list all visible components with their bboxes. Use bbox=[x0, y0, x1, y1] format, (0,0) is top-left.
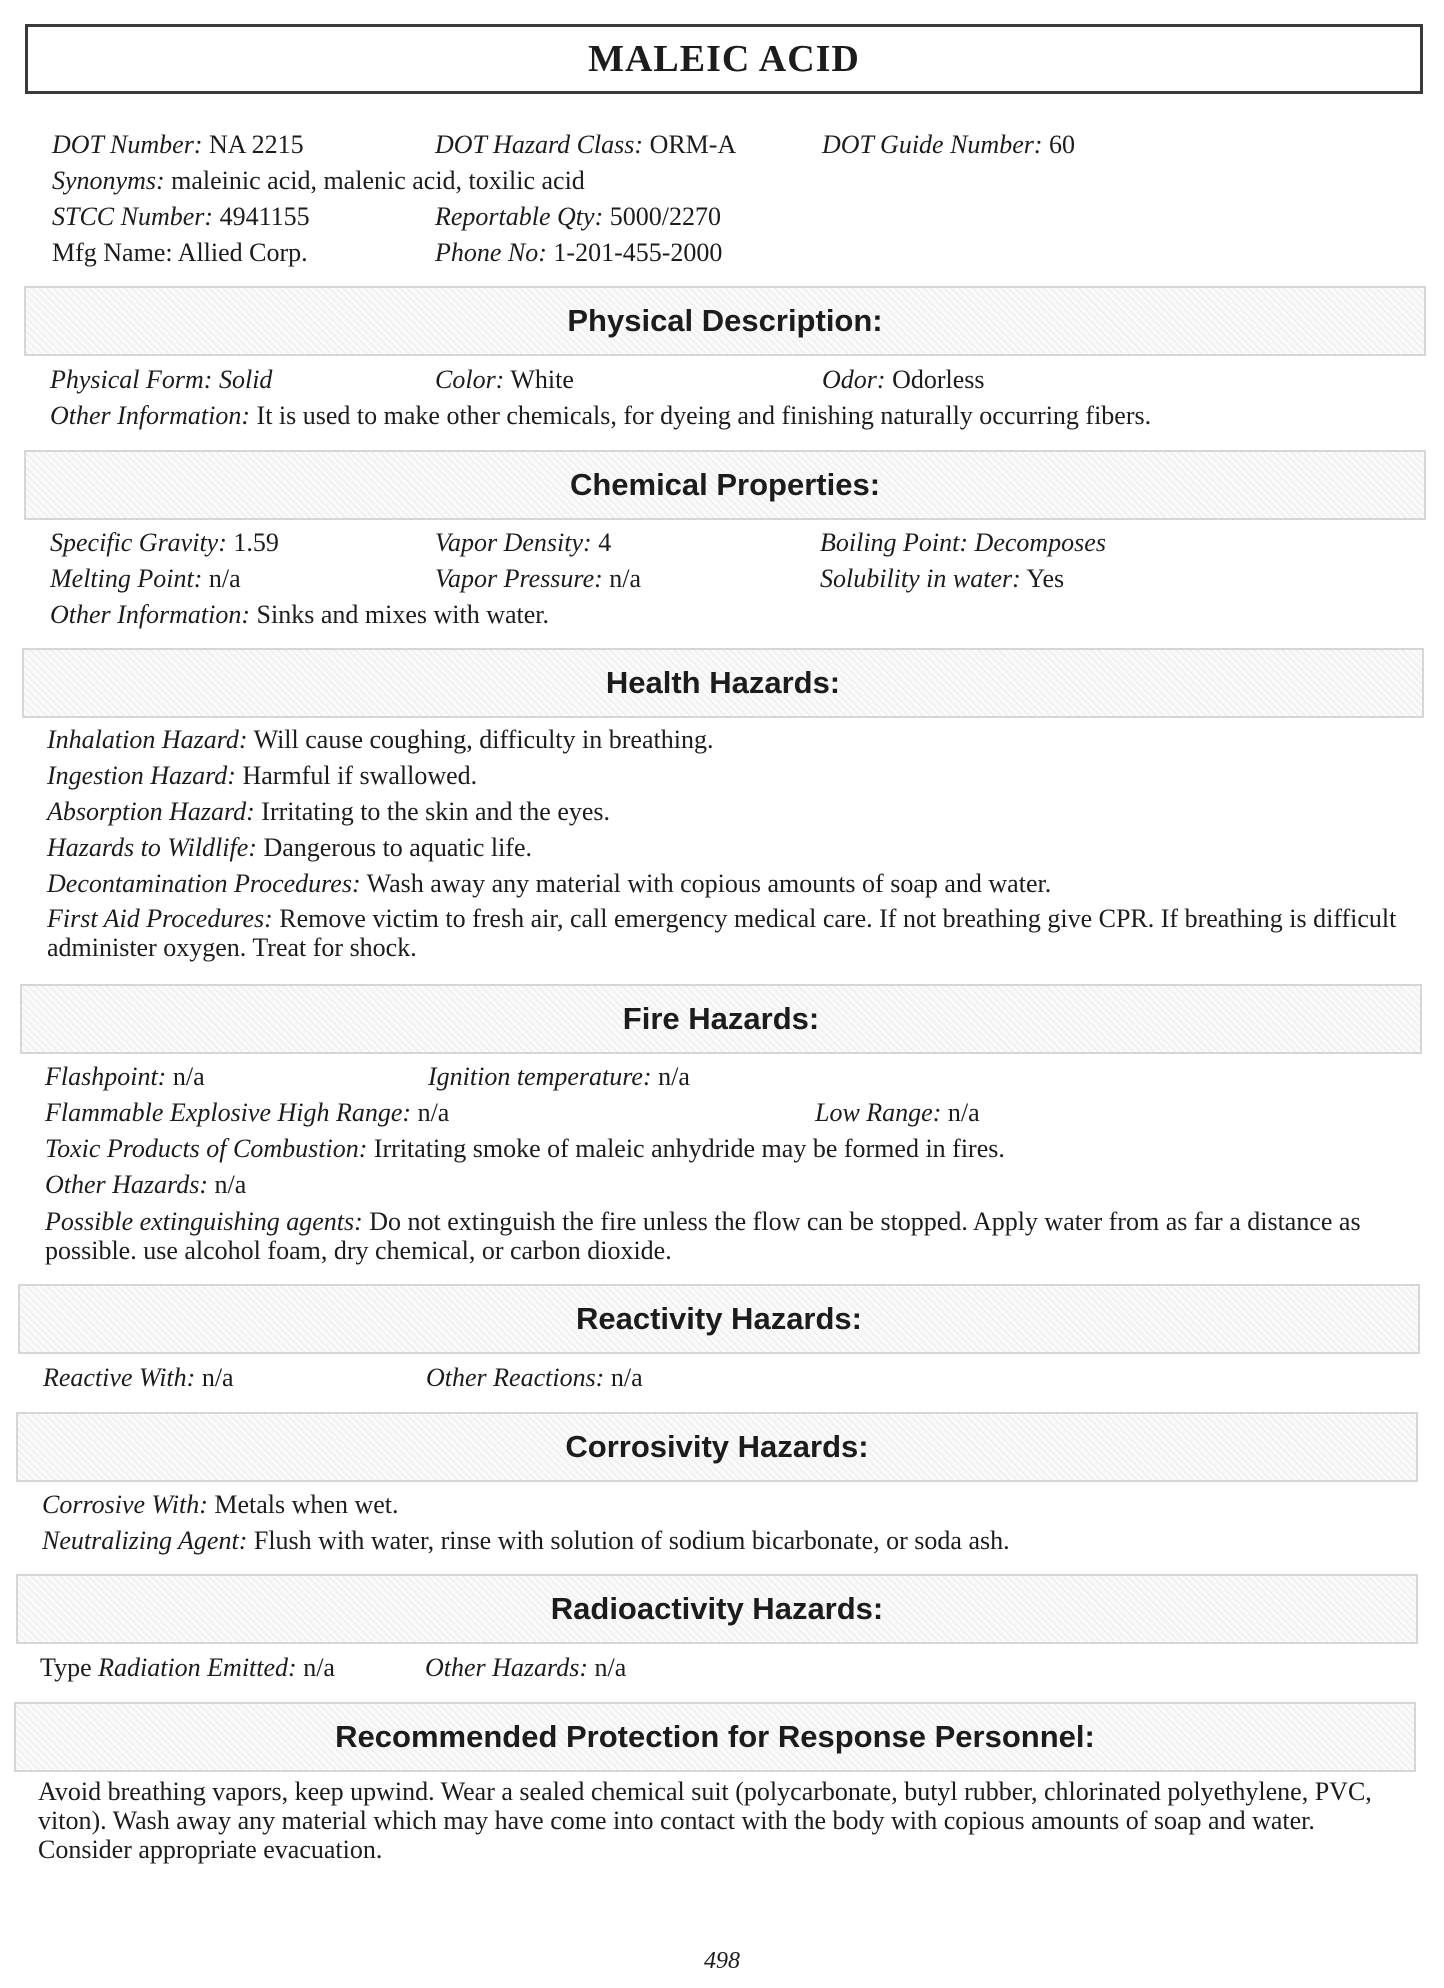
fire-row-2 bbox=[0, 1095, 1444, 1131]
reactivity-section bbox=[0, 1360, 1444, 1396]
protection-paragraph: Avoid breathing vapors, keep upwind. Wear a sealed chemical suit (polycarbonate, butyl rubber, chlorinated polyethylene, PVC, viton). Wash away any material which may have come into contact with the body with copious amounts of soap and water. Consider appropriate evacuation. bbox=[38, 1777, 1372, 1864]
absorption-row: Absorption Hazard: Irritating to the skin and the eyes. bbox=[47, 797, 611, 826]
physical-other-field: Other Information: It is used to make other chemicals, for dyeing and finishing naturally occurring fibers. bbox=[50, 401, 1152, 430]
hazard-class-field: DOT Hazard Class: ORM-A bbox=[435, 130, 737, 159]
chemical-row-2 bbox=[0, 561, 1444, 597]
fire-row-4 bbox=[0, 1167, 1444, 1203]
corrosivity-section bbox=[0, 1487, 1444, 1559]
radioactivity-row bbox=[0, 1650, 1444, 1686]
ignition-field: Ignition temperature: n/a bbox=[428, 1062, 690, 1091]
vapor-pressure-field: Vapor Pressure: n/a bbox=[435, 564, 642, 593]
physical-section bbox=[0, 362, 1444, 434]
odor-field: Odor: Odorless bbox=[822, 365, 985, 394]
first-aid-paragraph: First Aid Procedures: Remove victim to fresh air, call emergency medical care. If not breathing give CPR. If breathing is difficult administer oxygen. Treat for shock. bbox=[47, 904, 1397, 962]
corrosive-field: Corrosive With: Metals when wet. bbox=[42, 1490, 399, 1519]
stcc-field: STCC Number: 4941155 bbox=[52, 202, 310, 231]
flashpoint-field: Flashpoint: n/a bbox=[45, 1062, 205, 1091]
solubility-field: Solubility in water: Yes bbox=[820, 564, 1065, 593]
reactive-field: Reactive With: n/a bbox=[43, 1363, 234, 1392]
health-heading: Health Hazards: bbox=[22, 648, 1424, 718]
chemical-section bbox=[0, 525, 1444, 633]
low-range-field: Low Range: n/a bbox=[815, 1098, 980, 1127]
fire-section bbox=[0, 1059, 1444, 1203]
header-row-1 bbox=[0, 127, 1444, 163]
corrosive-row bbox=[0, 1487, 1444, 1523]
radiation-other-field: Other Hazards: n/a bbox=[425, 1653, 627, 1682]
neutralizing-field: Neutralizing Agent: Flush with water, rinse with solution of sodium bicarbonate, or soda ash. bbox=[42, 1526, 1010, 1555]
other-reactions-field: Other Reactions: n/a bbox=[426, 1363, 643, 1392]
synonyms-field: Synonyms: maleinic acid, malenic acid, toxilic acid bbox=[52, 166, 585, 195]
vapor-density-field: Vapor Density: 4 bbox=[435, 528, 612, 557]
fire-other-field: Other Hazards: n/a bbox=[45, 1170, 247, 1199]
physical-row-2 bbox=[0, 398, 1444, 434]
health-section bbox=[0, 722, 1444, 902]
title-box bbox=[25, 24, 1423, 94]
fire-row-3 bbox=[0, 1131, 1444, 1167]
protection-heading: Recommended Protection for Response Personnel: bbox=[14, 1702, 1416, 1772]
wildlife-row: Hazards to Wildlife: Dangerous to aquatic life. bbox=[47, 833, 533, 862]
phone-field: Phone No: 1-201-455-2000 bbox=[435, 238, 723, 267]
corrosivity-heading: Corrosivity Hazards: bbox=[16, 1412, 1418, 1482]
radiation-type-field: Type Radiation Emitted: n/a bbox=[40, 1653, 335, 1682]
fire-row-1 bbox=[0, 1059, 1444, 1095]
header-row-2 bbox=[0, 163, 1444, 199]
chemical-row-3 bbox=[0, 597, 1444, 633]
header-row-3 bbox=[0, 199, 1444, 235]
decon-row: Decontamination Procedures: Wash away any material with copious amounts of soap and water. bbox=[47, 869, 1052, 898]
reactivity-heading: Reactivity Hazards: bbox=[18, 1284, 1420, 1354]
inhalation-row: Inhalation Hazard: Will cause coughing, difficulty in breathing. bbox=[47, 725, 714, 754]
guide-number-field: DOT Guide Number: 60 bbox=[822, 130, 1076, 159]
radioactivity-section bbox=[0, 1650, 1444, 1686]
page-number: 498 bbox=[704, 1948, 740, 1974]
ingestion-row: Ingestion Hazard: Harmful if swallowed. bbox=[47, 761, 478, 790]
physical-row-1 bbox=[0, 362, 1444, 398]
high-range-field: Flammable Explosive High Range: n/a bbox=[45, 1098, 450, 1127]
gravity-field: Specific Gravity: 1.59 bbox=[50, 528, 279, 557]
page-title: MALEIC ACID bbox=[588, 38, 860, 80]
chemical-heading: Chemical Properties: bbox=[24, 450, 1426, 520]
extinguishing-paragraph: Possible extinguishing agents: Do not extinguish the fire unless the flow can be stopped. Apply water from as far a distance as possible. use alcohol foam, dry chemical, or carbon dioxide. bbox=[45, 1207, 1361, 1265]
neutralizing-row bbox=[0, 1523, 1444, 1559]
mfg-field: Mfg Name: Allied Corp. bbox=[52, 238, 308, 267]
color-field: Color: White bbox=[435, 365, 574, 394]
chemical-row-1 bbox=[0, 525, 1444, 561]
boiling-field: Boiling Point: Decomposes bbox=[820, 528, 1106, 557]
reportable-field: Reportable Qty: 5000/2270 bbox=[435, 202, 721, 231]
header-info bbox=[0, 127, 1444, 271]
physical-heading: Physical Description: bbox=[24, 286, 1426, 356]
physical-form-field: Physical Form: Solid bbox=[50, 365, 273, 394]
header-row-4 bbox=[0, 235, 1444, 271]
chemical-other-field: Other Information: Sinks and mixes with water. bbox=[50, 600, 550, 629]
reactivity-row bbox=[0, 1360, 1444, 1396]
toxic-field: Toxic Products of Combustion: Irritating smoke of maleic anhydride may be formed in fires. bbox=[45, 1134, 1005, 1163]
melting-field: Melting Point: n/a bbox=[50, 564, 241, 593]
radioactivity-heading: Radioactivity Hazards: bbox=[16, 1574, 1418, 1644]
dot-number-field: DOT Number: NA 2215 bbox=[52, 130, 304, 159]
fire-heading: Fire Hazards: bbox=[20, 984, 1422, 1054]
